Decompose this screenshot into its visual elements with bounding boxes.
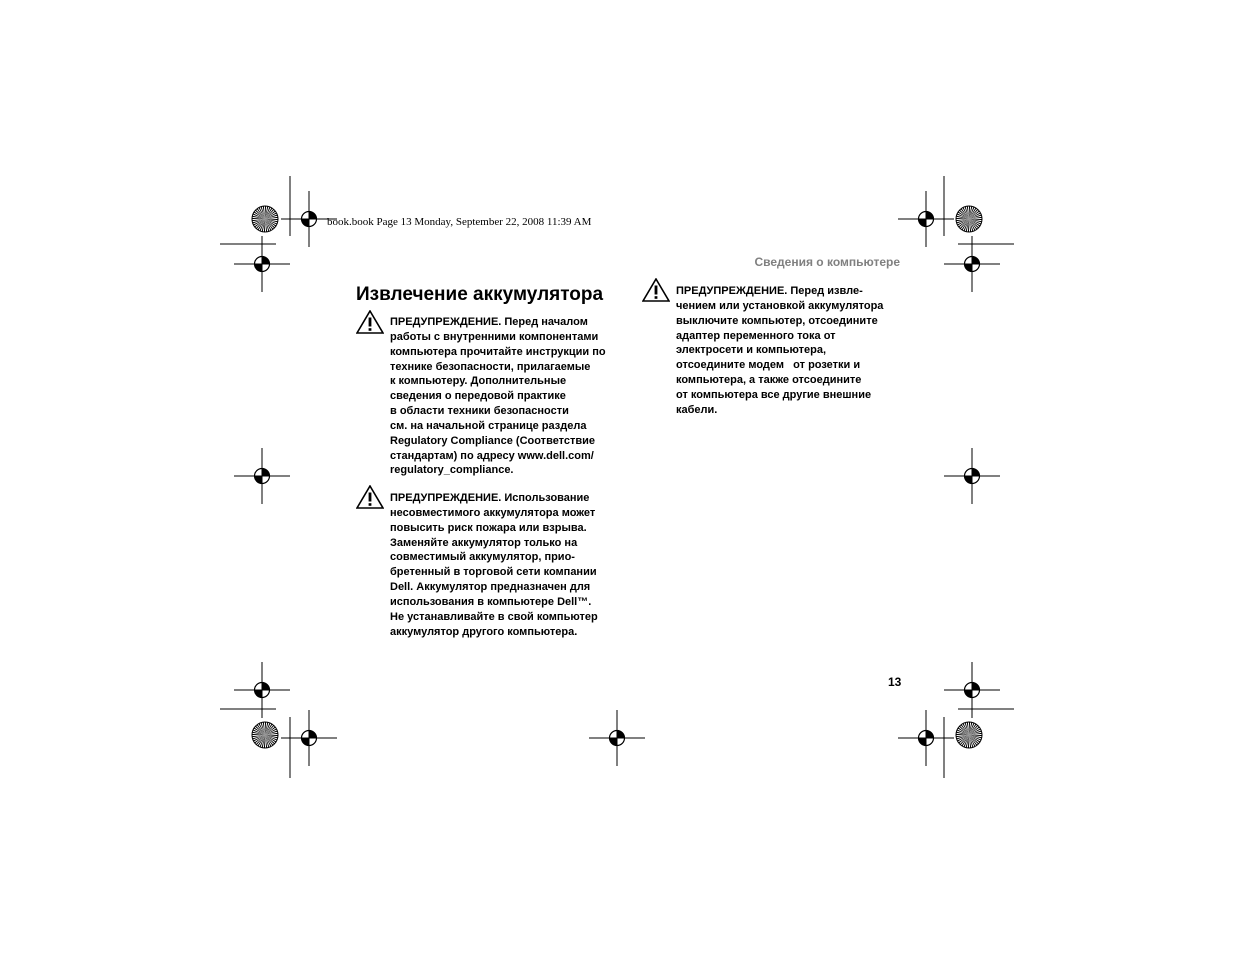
warning-triangle-icon [642,278,670,302]
page-number: 13 [888,675,902,689]
section-title: Извлечение аккумулятора [356,284,604,305]
crosshair-target-icon [944,448,1000,504]
warning-text-3: ПРЕДУПРЕЖДЕНИЕ. Перед извле- чением или установкой аккумулятора выключите компьютер, отсоедините адаптер переменного тока от электросети и компьютера, отсоедините модем от розетки и компьютера, а также отсоедините от компьютера все другие внешние кабели. [676,285,884,416]
crosshair-target-icon [944,662,1000,718]
warning-text-2: ПРЕДУПРЕЖДЕНИЕ. Использование несовместимого аккумулятора может повысить риск пожара или взрыва. Заменяйте аккумулятор только на совместимый аккумулятор, прио- бретенный в торговой сети компании Dell. Аккумулятор предназначен для использования в компьютере Dell™. Не устанавливайте в свой компьютер аккумулятор другого компьютера. [390,492,598,638]
crosshair-target-icon [234,448,290,504]
starburst-target-icon [956,206,982,232]
crosshair-target-icon [281,710,337,766]
starburst-target-icon [252,206,278,232]
print-info-line: book.book Page 13 Monday, September 22, 2008 11:39 AM [327,216,592,228]
crosshair-target-icon [898,710,954,766]
warning-triangle-icon [356,485,384,509]
running-head: Сведения о компьютере [754,255,900,269]
crosshair-target-icon [589,710,645,766]
crosshair-target-icon [234,662,290,718]
crosshair-target-icon [898,191,954,247]
starburst-target-icon [252,722,278,748]
starburst-target-icon [956,722,982,748]
warning-triangle-icon [356,310,384,334]
warning-text-1: ПРЕДУПРЕЖДЕНИЕ. Перед началом работы с внутренними компонентами компьютера прочитайте инструкции по технике безопасности, прилагаемые к компьютеру. Дополнительные сведения о передовой практике в области техники безопасности см. на начальной странице раздела Regulatory Compliance (Соответствие стандартам) по адресу www.dell.com/ regulatory_compliance. [390,316,606,477]
